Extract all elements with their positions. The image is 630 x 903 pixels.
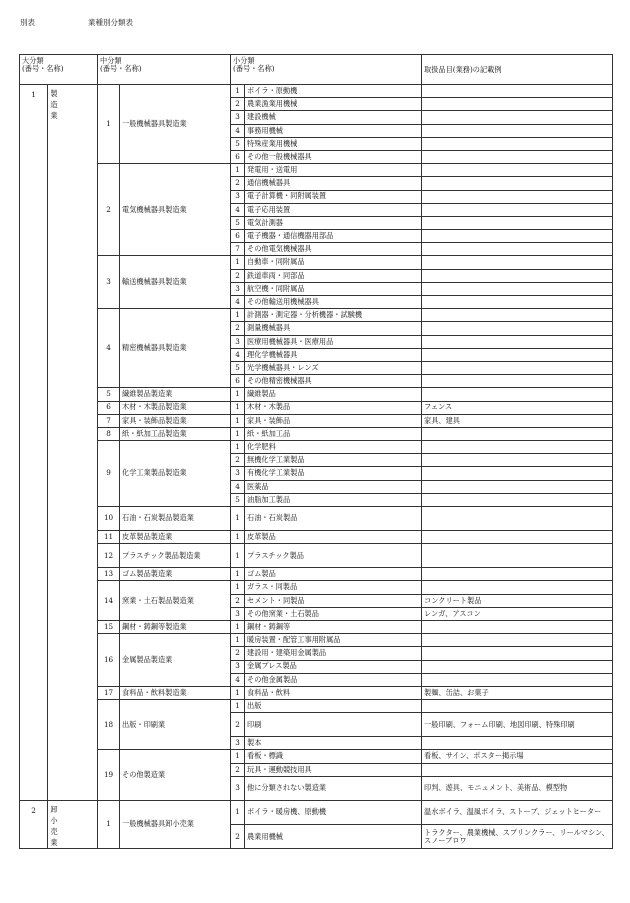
minor-category-name: 家具・装飾品 — [245, 414, 422, 427]
minor-category-name: セメント・同製品 — [245, 594, 422, 607]
minor-category-number: 2 — [231, 454, 245, 467]
table-row — [20, 531, 613, 544]
example-items — [422, 230, 613, 243]
example-items — [422, 700, 613, 713]
middle-category-number: 14 — [98, 581, 120, 621]
minor-category-name: 他に分類されない製造業 — [245, 776, 422, 800]
minor-category-number: 2 — [231, 177, 245, 190]
minor-category-name: 特殊産業用機械 — [245, 137, 422, 150]
major-category-number: 1 — [20, 85, 48, 801]
minor-category-name: 電子機器・通信機器用部品 — [245, 230, 422, 243]
minor-category-number: 3 — [231, 607, 245, 620]
minor-category-name: 建設機械 — [245, 111, 422, 124]
major-category-name — [48, 800, 98, 849]
minor-category-number: 2 — [231, 647, 245, 660]
middle-category-number: 15 — [98, 620, 120, 633]
table-header-row — [20, 55, 613, 85]
example-items — [422, 375, 613, 388]
example-items — [422, 85, 613, 98]
example-items — [422, 673, 613, 686]
minor-category-number: 1 — [231, 256, 245, 269]
example-items — [422, 480, 613, 493]
minor-category-name: 看板・標識 — [245, 750, 422, 763]
minor-category-number: 4 — [231, 673, 245, 686]
minor-category-name: 測量機械器具 — [245, 322, 422, 335]
minor-category-name: 計測器・測定器・分析機器・試験機 — [245, 309, 422, 322]
minor-category-number: 1 — [231, 414, 245, 427]
middle-category-number: 3 — [98, 256, 120, 309]
document-label: 別表 — [20, 18, 35, 27]
minor-category-number: 1 — [231, 581, 245, 594]
middle-category-name: 紙・紙加工品製造業 — [120, 427, 231, 440]
middle-category-name: 木材・木製品製造業 — [120, 401, 231, 414]
example-items: 看板、サイン、ポスター掲示場 — [422, 750, 613, 763]
example-items — [422, 493, 613, 506]
minor-category-number: 6 — [231, 375, 245, 388]
example-items — [422, 335, 613, 348]
example-items — [422, 111, 613, 124]
minor-category-name: 木材・木製品 — [245, 401, 422, 414]
minor-category-name: 電気計測器 — [245, 216, 422, 229]
minor-category-name: その他精密機械器具 — [245, 375, 422, 388]
example-items — [422, 190, 613, 203]
minor-category-name: 医薬品 — [245, 480, 422, 493]
minor-category-number: 5 — [231, 361, 245, 374]
middle-category-name: 一般機械器具卸小売業 — [120, 800, 231, 849]
minor-category-number: 1 — [231, 309, 245, 322]
example-items — [422, 454, 613, 467]
middle-category-number: 10 — [98, 507, 120, 531]
minor-category-number: 1 — [231, 700, 245, 713]
minor-category-header: 小分類 (番号・名称) — [231, 55, 422, 85]
examples-header: 取扱品目(業務)の記載例 — [422, 55, 613, 85]
minor-category-name: 玩具・運動競技用具 — [245, 763, 422, 776]
middle-category-name: その他製造業 — [120, 750, 231, 800]
major-category-name-text: 製造業 — [50, 89, 58, 121]
table-row — [20, 164, 613, 177]
example-items: レンガ、アスコン — [422, 607, 613, 620]
minor-category-number: 4 — [231, 203, 245, 216]
table-row — [20, 256, 613, 269]
table-row — [20, 441, 613, 454]
minor-category-number: 1 — [231, 85, 245, 98]
minor-category-name: 皮革製品 — [245, 531, 422, 544]
minor-category-name: 航空機・同附属品 — [245, 282, 422, 295]
minor-category-name: その他輸送用機械器具 — [245, 296, 422, 309]
minor-category-number: 1 — [231, 800, 245, 824]
middle-category-number: 8 — [98, 427, 120, 440]
minor-category-number: 2 — [231, 825, 245, 849]
minor-category-name: 油脂加工製品 — [245, 493, 422, 506]
table-row — [20, 750, 613, 763]
example-items — [422, 296, 613, 309]
example-items — [422, 544, 613, 568]
minor-category-number: 1 — [231, 544, 245, 568]
table-row — [20, 427, 613, 440]
middle-category-header: 中分類 (番号・名称) — [98, 55, 231, 85]
minor-category-number: 3 — [231, 190, 245, 203]
minor-category-name: 暖房装置・配管工事用附属品 — [245, 634, 422, 647]
minor-category-number: 1 — [231, 620, 245, 633]
example-items — [422, 177, 613, 190]
example-items: フェンス — [422, 401, 613, 414]
example-items — [422, 441, 613, 454]
industry-classification-table — [19, 54, 613, 849]
minor-category-number: 3 — [231, 335, 245, 348]
minor-category-name: 事務用機械 — [245, 124, 422, 137]
minor-category-number: 5 — [231, 216, 245, 229]
minor-category-name: 鋼材・鋳鋼等 — [245, 620, 422, 633]
example-items — [422, 581, 613, 594]
example-items — [422, 467, 613, 480]
example-items: 製麺、缶詰、お菓子 — [422, 686, 613, 699]
minor-category-name: 建設用・建築用金属製品 — [245, 647, 422, 660]
minor-category-number: 4 — [231, 124, 245, 137]
middle-category-name: 電気機械器具製造業 — [120, 164, 231, 256]
table-row — [20, 414, 613, 427]
minor-category-name: その他電気機械器具 — [245, 243, 422, 256]
middle-category-name: 繊維製品製造業 — [120, 388, 231, 401]
table-row — [20, 507, 613, 531]
example-items: 温水ボイラ、温風ボイラ、ストーブ、ジェットヒーター — [422, 800, 613, 824]
document-title: 業種別分類表 — [88, 18, 133, 27]
middle-category-name: 輸送機械器具製造業 — [120, 256, 231, 309]
minor-category-name: 化学肥料 — [245, 441, 422, 454]
middle-category-number: 4 — [98, 309, 120, 388]
minor-category-number: 5 — [231, 137, 245, 150]
minor-category-name: 光学機械器具・レンズ — [245, 361, 422, 374]
minor-category-number: 1 — [231, 401, 245, 414]
example-items — [422, 124, 613, 137]
minor-category-number: 1 — [231, 686, 245, 699]
example-items: コンクリート製品 — [422, 594, 613, 607]
example-items: 家具、建具 — [422, 414, 613, 427]
minor-category-number: 2 — [231, 269, 245, 282]
minor-category-number: 3 — [231, 282, 245, 295]
minor-category-number: 3 — [231, 660, 245, 673]
minor-category-name: 製本 — [245, 737, 422, 750]
middle-category-number: 16 — [98, 634, 120, 687]
example-items — [422, 660, 613, 673]
example-items — [422, 137, 613, 150]
example-items — [422, 568, 613, 581]
major-category-number: 2 — [20, 800, 48, 849]
middle-category-name: 出版・印刷業 — [120, 700, 231, 750]
middle-category-number: 1 — [98, 800, 120, 849]
minor-category-name: 通信機械器具 — [245, 177, 422, 190]
minor-category-name: ゴム製品 — [245, 568, 422, 581]
table-row — [20, 686, 613, 699]
middle-category-name: 精密機械器具製造業 — [120, 309, 231, 388]
example-items — [422, 282, 613, 295]
example-items — [422, 763, 613, 776]
minor-category-name: 電子計算機・同附属装置 — [245, 190, 422, 203]
major-category-header: 大分類 (番号・名称) — [20, 55, 98, 85]
minor-category-number: 1 — [231, 427, 245, 440]
middle-category-number: 2 — [98, 164, 120, 256]
minor-category-number: 1 — [231, 634, 245, 647]
minor-category-number: 2 — [231, 98, 245, 111]
minor-category-name: 紙・紙加工品 — [245, 427, 422, 440]
minor-category-name: 電子応用装置 — [245, 203, 422, 216]
middle-category-name: 鋼材・鋳鋼等製造業 — [120, 620, 231, 633]
example-items — [422, 322, 613, 335]
example-items — [422, 203, 613, 216]
example-items — [422, 620, 613, 633]
middle-category-number: 17 — [98, 686, 120, 699]
table-row — [20, 620, 613, 633]
middle-category-name: 金属製品製造業 — [120, 634, 231, 687]
example-items — [422, 361, 613, 374]
middle-category-name: 家具・装飾品製造業 — [120, 414, 231, 427]
minor-category-name: ボイラ・暖房機、原動機 — [245, 800, 422, 824]
example-items — [422, 98, 613, 111]
minor-category-number: 1 — [231, 507, 245, 531]
example-items — [422, 388, 613, 401]
example-items — [422, 164, 613, 177]
example-items — [422, 256, 613, 269]
example-items — [422, 216, 613, 229]
minor-category-name: 鉄道車両・同部品 — [245, 269, 422, 282]
minor-category-number: 2 — [231, 763, 245, 776]
minor-category-name: 自動車・同附属品 — [245, 256, 422, 269]
example-items — [422, 507, 613, 531]
minor-category-name: 石油・石炭製品 — [245, 507, 422, 531]
minor-category-number: 5 — [231, 493, 245, 506]
minor-category-number: 3 — [231, 111, 245, 124]
minor-category-name: 農業漁業用機械 — [245, 98, 422, 111]
major-category-name — [48, 85, 98, 801]
minor-category-number: 4 — [231, 348, 245, 361]
minor-category-number: 6 — [231, 150, 245, 163]
minor-category-name: 有機化学工業製品 — [245, 467, 422, 480]
table-row — [20, 544, 613, 568]
minor-category-name: 医療用機械器具・医療用品 — [245, 335, 422, 348]
document-header — [20, 19, 133, 28]
minor-category-name: 金属プレス製品 — [245, 660, 422, 673]
middle-category-number: 13 — [98, 568, 120, 581]
middle-category-number: 19 — [98, 750, 120, 800]
table-row — [20, 388, 613, 401]
minor-category-name: その他一般機械器具 — [245, 150, 422, 163]
minor-category-number: 7 — [231, 243, 245, 256]
example-items — [422, 647, 613, 660]
example-items — [422, 309, 613, 322]
minor-category-name: 出版 — [245, 700, 422, 713]
minor-category-name: 食料品・飲料 — [245, 686, 422, 699]
example-items — [422, 427, 613, 440]
example-items — [422, 243, 613, 256]
minor-category-number: 1 — [231, 388, 245, 401]
minor-category-name: その他金属製品 — [245, 673, 422, 686]
example-items — [422, 269, 613, 282]
minor-category-name: 農業用機械 — [245, 825, 422, 849]
minor-category-name: 繊維製品 — [245, 388, 422, 401]
minor-category-number: 1 — [231, 568, 245, 581]
middle-category-name: 食料品・飲料製造業 — [120, 686, 231, 699]
middle-category-name: プラスチック製品製造業 — [120, 544, 231, 568]
example-items: 一般印刷、フォーム印刷、地図印刷、特殊印刷 — [422, 713, 613, 737]
example-items: 印判、遊具、モニュメント、美術品、模型物 — [422, 776, 613, 800]
middle-category-number: 12 — [98, 544, 120, 568]
minor-category-name: 無機化学工業製品 — [245, 454, 422, 467]
minor-category-number: 3 — [231, 737, 245, 750]
middle-category-name: 窯業・土石製品製造業 — [120, 581, 231, 621]
minor-category-number: 1 — [231, 164, 245, 177]
table-row — [20, 309, 613, 322]
table-row — [20, 800, 613, 824]
middle-category-number: 1 — [98, 85, 120, 164]
example-items: トラクター、農業機械、スプリンクラー、リールマシン、スノーブロワ — [422, 825, 613, 849]
minor-category-name: 発電用・送電用 — [245, 164, 422, 177]
minor-category-number: 6 — [231, 230, 245, 243]
minor-category-number: 2 — [231, 322, 245, 335]
table-row — [20, 581, 613, 594]
middle-category-number: 6 — [98, 401, 120, 414]
table-row — [20, 634, 613, 647]
minor-category-name: ボイラ・原動機 — [245, 85, 422, 98]
example-items — [422, 150, 613, 163]
minor-category-name: その他窯業・土石製品 — [245, 607, 422, 620]
table-row — [20, 85, 613, 98]
middle-category-name: 石油・石炭製品製造業 — [120, 507, 231, 531]
middle-category-name: 化学工業製品製造業 — [120, 441, 231, 507]
major-category-name-text: 卸小売業 — [50, 804, 58, 848]
example-items — [422, 531, 613, 544]
minor-category-name: 理化学機械器具 — [245, 348, 422, 361]
table-row — [20, 401, 613, 414]
middle-category-number: 18 — [98, 700, 120, 750]
example-items — [422, 634, 613, 647]
middle-category-name: 一般機械器具製造業 — [120, 85, 231, 164]
middle-category-name: ゴム製品製造業 — [120, 568, 231, 581]
minor-category-name: プラスチック製品 — [245, 544, 422, 568]
middle-category-number: 7 — [98, 414, 120, 427]
minor-category-number: 3 — [231, 776, 245, 800]
minor-category-number: 1 — [231, 441, 245, 454]
minor-category-number: 4 — [231, 480, 245, 493]
minor-category-name: ガラス・同製品 — [245, 581, 422, 594]
minor-category-number: 1 — [231, 531, 245, 544]
table-body — [20, 85, 613, 849]
minor-category-number: 3 — [231, 467, 245, 480]
example-items — [422, 737, 613, 750]
table-row — [20, 700, 613, 713]
minor-category-number: 1 — [231, 750, 245, 763]
middle-category-name: 皮革製品製造業 — [120, 531, 231, 544]
example-items — [422, 348, 613, 361]
minor-category-name: 印刷 — [245, 713, 422, 737]
minor-category-number: 2 — [231, 713, 245, 737]
middle-category-number: 9 — [98, 441, 120, 507]
middle-category-number: 5 — [98, 388, 120, 401]
minor-category-number: 2 — [231, 594, 245, 607]
middle-category-number: 11 — [98, 531, 120, 544]
table-row — [20, 568, 613, 581]
minor-category-number: 4 — [231, 296, 245, 309]
